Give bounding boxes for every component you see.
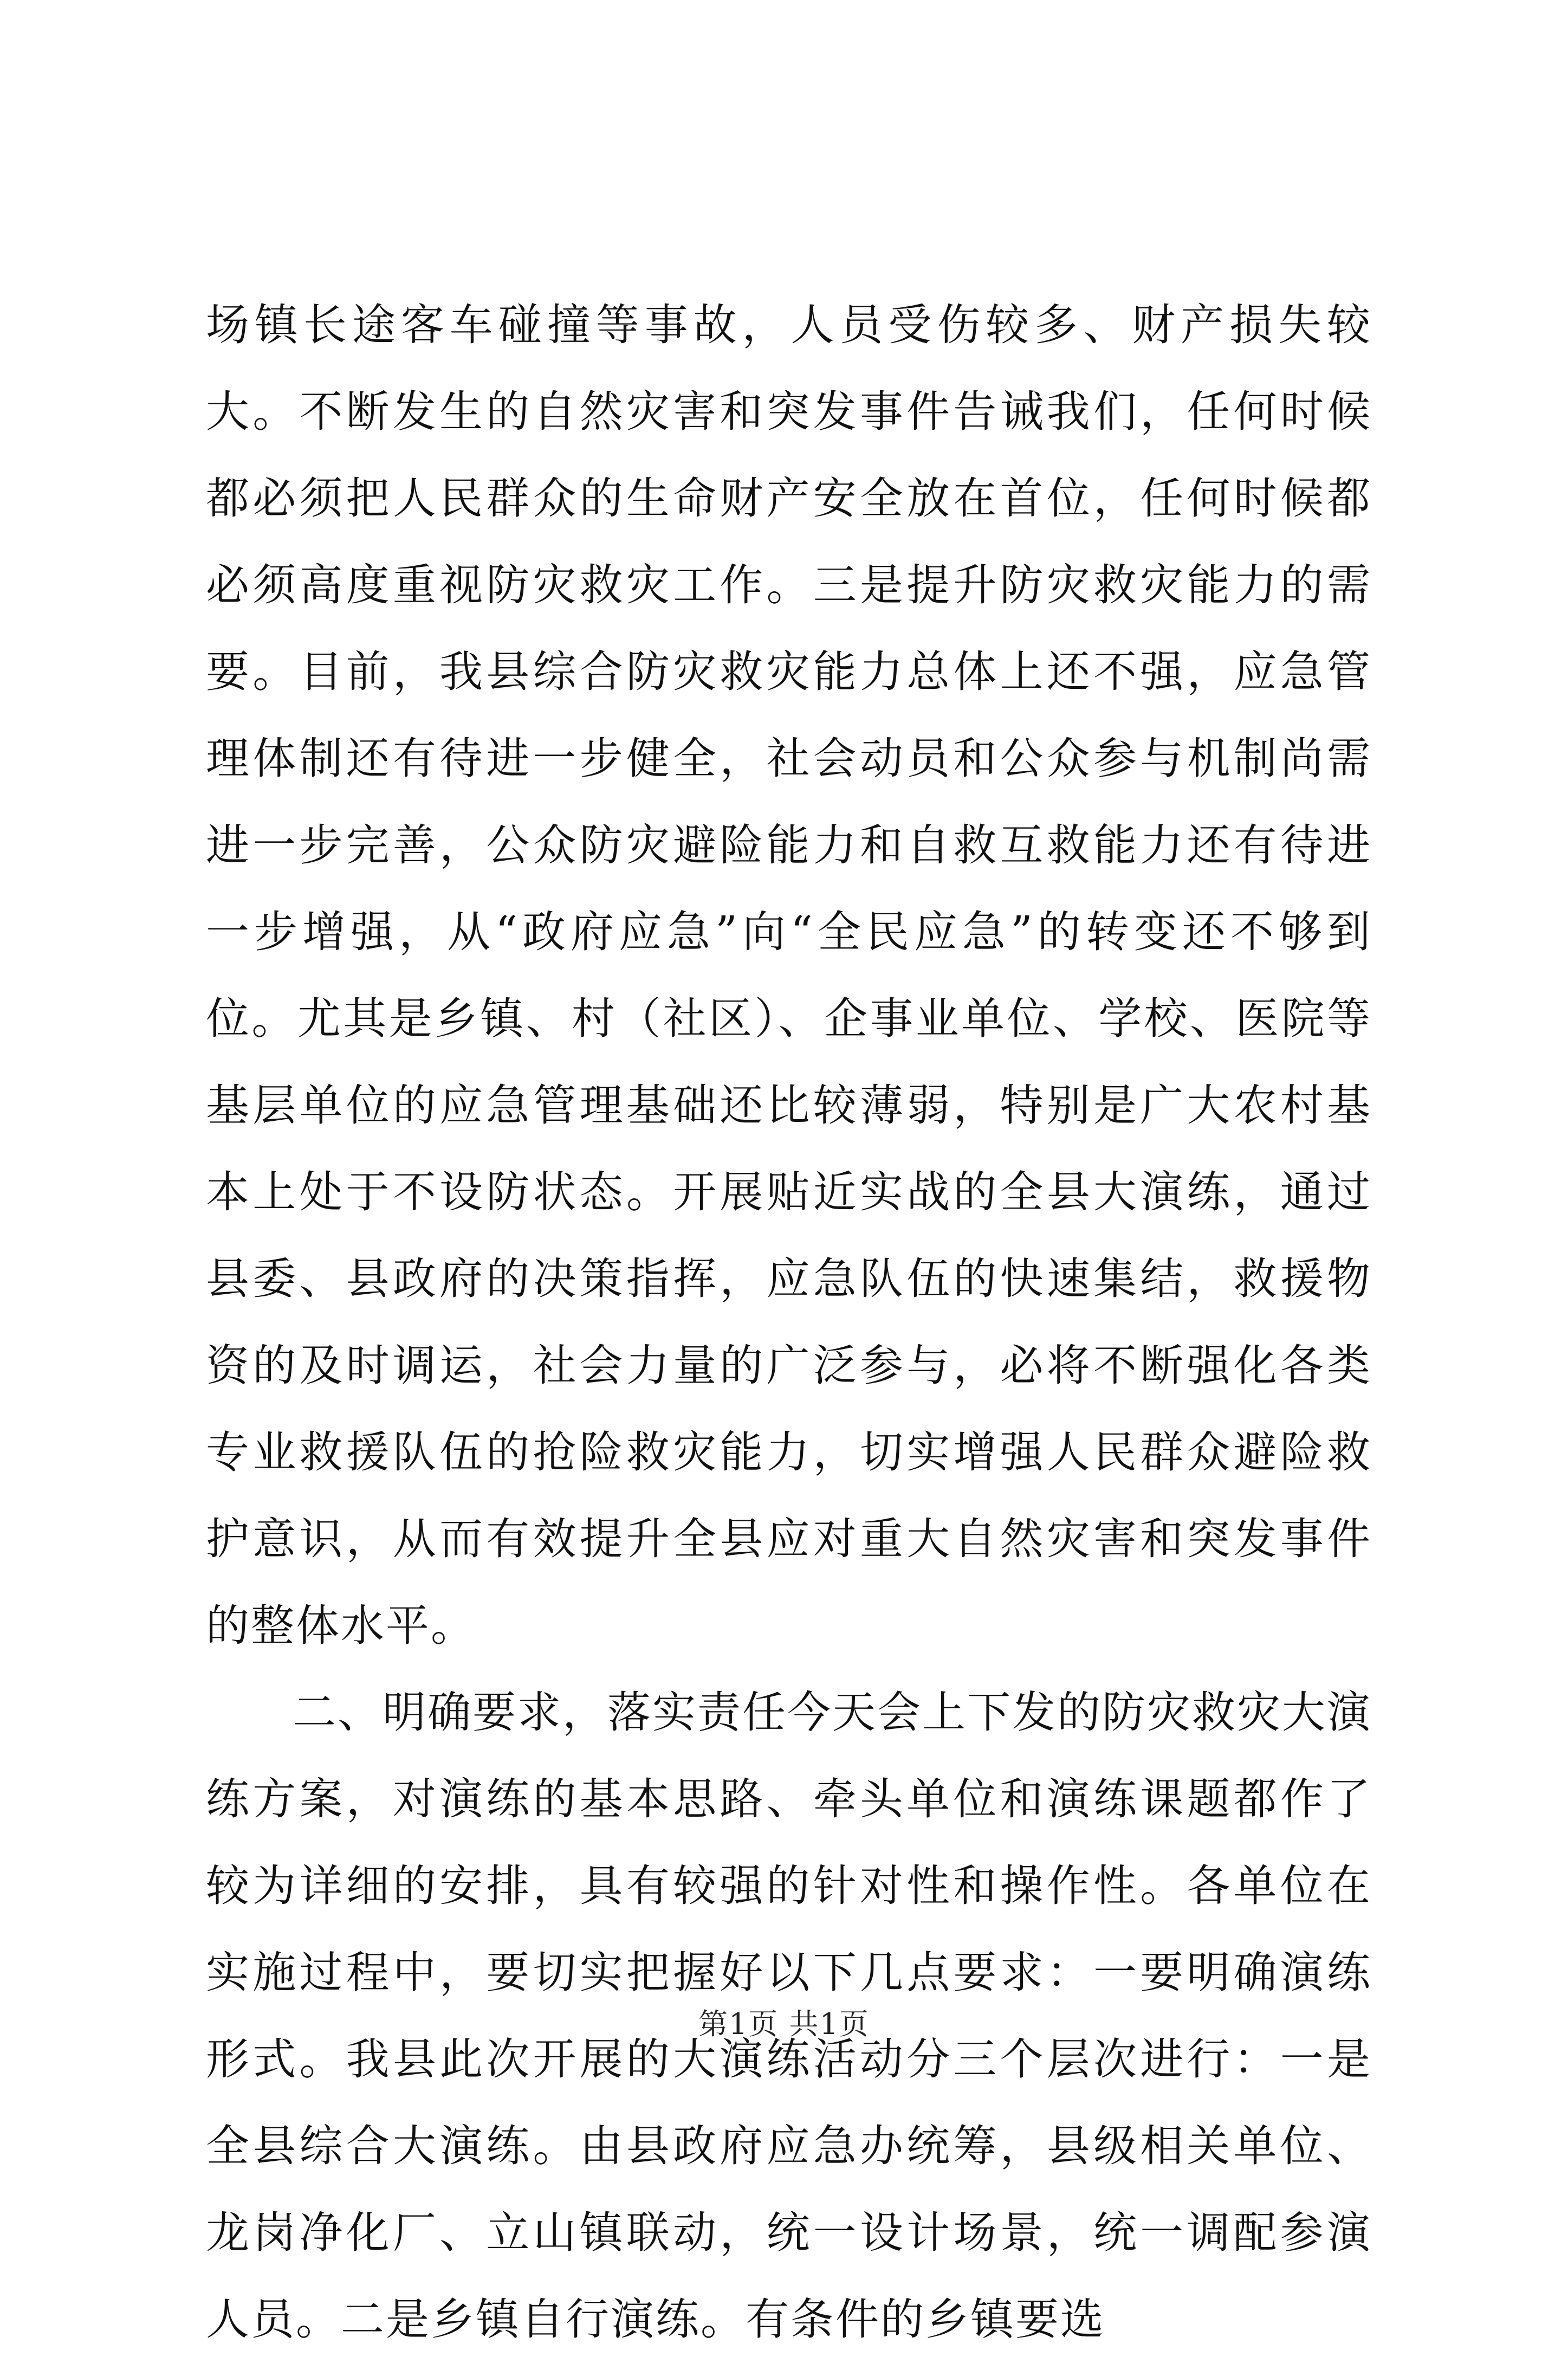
- document-body: [206, 282, 1372, 2363]
- paragraph-2: 二、明确要求，落实责任今天会上下发的防灾救灾大演练方案，对演练的基本思路、牵头单位和演练课题都作了较为详细的安排，具有较强的针对性和操作性。各单位在实施过程中，要切实把握好以下几点要求：一要明确演练形式。我县此次开展的大演练活动分三个层次进行：一是全县综合大演练。由县政府应急办统筹，县级相关单位、龙岗净化厂、立山镇联动，统一设计场景，统一调配参演人员。二是乡镇自行演练。有条件的乡镇要选: [206, 1687, 1372, 2345]
- paragraph-1: 场镇长途客车碰撞等事故，人员受伤较多、财产损失较大。不断发生的自然灾害和突发事件告诫我们，任何时候都必须把人民群众的生命财产安全放在首位，任何时候都必须高度重视防灾救灾工作。三是提升防灾救灾能力的需要。目前，我县综合防灾救灾能力总体上还不强，应急管理体制还有待进一步健全，社会动员和公众参与机制尚需进一步完善，公众防灾避险能力和自救互救能力还有待进一步增强，从“政府应急”向“全民应急”的转变还不够到位。尤其是乡镇、村（社区）、企事业单位、学校、医院等基层单位的应急管理基础还比较薄弱，特别是广大农村基本上处于不设防状态。开展贴近实战的全县大演练，通过县委、县政府的决策指挥，应急队伍的快速集结，救援物资的及时调运，社会力量的广泛参与，必将不断强化各类专业救援队伍的抢险救灾能力，切实增强人民群众避险救护意识，从而有效提升全县应对重大自然灾害和突发事件的整体水平。: [206, 300, 1372, 1651]
- page-footer: 第1页 共1页: [698, 2007, 870, 2041]
